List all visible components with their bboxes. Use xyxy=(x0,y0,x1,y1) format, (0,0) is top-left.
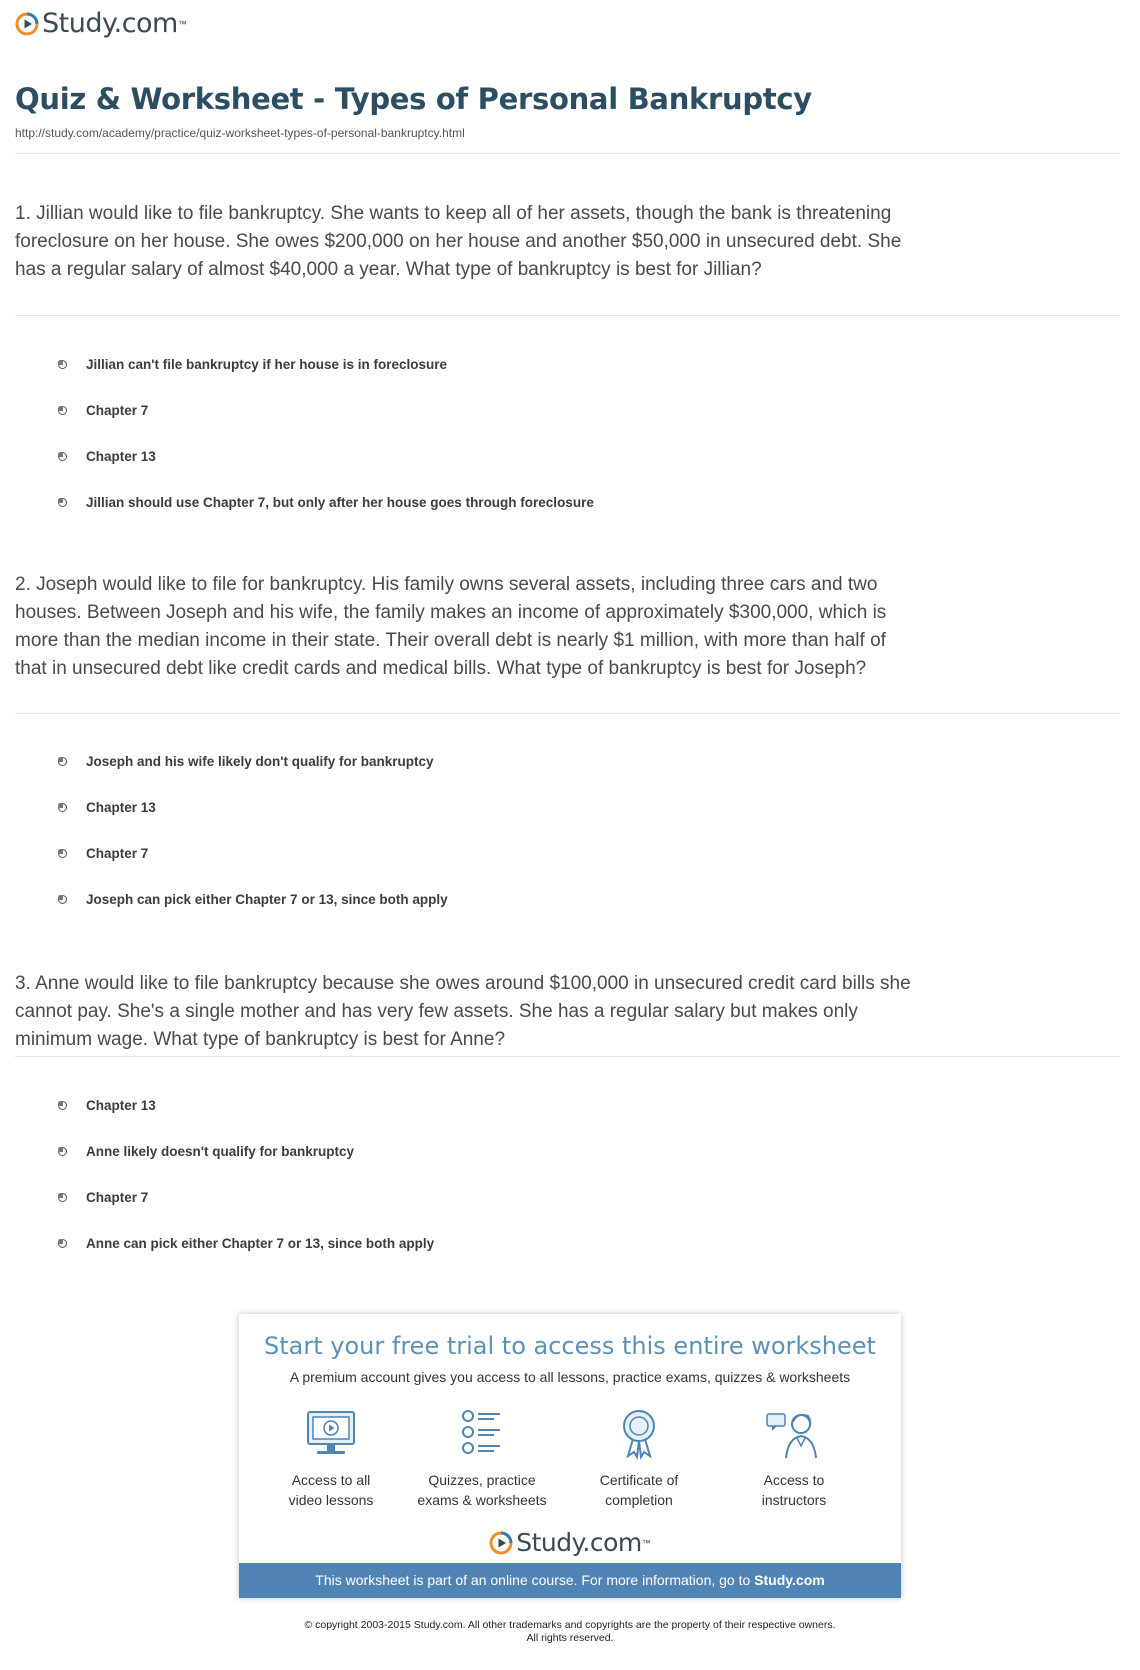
course-info-text: This worksheet is part of an online course. For more information, go to xyxy=(315,1572,755,1588)
answer-option[interactable] xyxy=(58,876,448,922)
feature-label: Access to all video lessons xyxy=(288,1472,374,1508)
divider xyxy=(15,315,1120,316)
divider xyxy=(15,153,1120,154)
answer-option[interactable] xyxy=(58,387,594,433)
logo-play-icon xyxy=(15,12,39,36)
answer-label: Joseph can pick either Chapter 7 or 13, since both apply xyxy=(86,891,448,907)
question-1-text: 1. Jillian would like to file bankruptcy. She wants to keep all of her assets, though the bank is threatening foreclosure on her house. She owes $200,000 on her house and another $50,000 in unsecured debt. She has a regular salary of almost $40,000 a year. What type of bankruptcy is best for Jillian? xyxy=(15,203,902,280)
answer-label: Chapter 7 xyxy=(86,402,149,418)
logo-text: Study.com xyxy=(42,8,178,39)
logo-trademark: ™ xyxy=(177,18,187,29)
feature-label: Access to instructors xyxy=(761,1472,827,1508)
answer-option[interactable] xyxy=(58,784,448,830)
answer-label: Chapter 7 xyxy=(86,845,149,861)
radio-button-icon[interactable] xyxy=(58,1193,67,1202)
copyright-line-2: All rights reserved. xyxy=(526,1632,614,1644)
answer-option[interactable] xyxy=(58,479,594,525)
divider xyxy=(15,713,1120,714)
certificate-icon xyxy=(611,1408,667,1460)
radio-button-icon[interactable] xyxy=(58,498,67,507)
question-2-text: 2. Joseph would like to file for bankruptcy. His family owns several assets, including three cars and two houses. Between Joseph and his wife, the family makes an income of approximately $300,000, which is more than the median income in their state. Their overall debt is nearly $1 million, with more than half of that in unsecured debt like credit cards and medical bills. What type of bankruptcy is best for Joseph? xyxy=(15,574,887,679)
radio-button-icon[interactable] xyxy=(58,895,67,904)
radio-button-icon[interactable] xyxy=(58,1147,67,1156)
answer-label: Chapter 13 xyxy=(86,799,156,815)
answer-option[interactable] xyxy=(58,433,594,479)
answer-option[interactable] xyxy=(58,1128,434,1174)
feature-label: Quizzes, practice exams & worksheets xyxy=(417,1472,547,1508)
promo-study-logo[interactable] xyxy=(239,1528,901,1557)
answer-option[interactable] xyxy=(58,738,448,784)
radio-button-icon[interactable] xyxy=(58,1239,67,1248)
radio-button-icon[interactable] xyxy=(58,406,67,415)
promo-title[interactable]: Start your free trial to access this entire worksheet xyxy=(264,1332,876,1360)
feature-quizzes xyxy=(407,1408,557,1510)
feature-label: Certificate of completion xyxy=(599,1472,679,1508)
answer-label: Anne likely doesn't qualify for bankruptcy xyxy=(86,1143,355,1159)
page-url[interactable]: http://study.com/academy/practice/quiz-worksheet-types-of-personal-bankruptcy.html xyxy=(15,126,465,140)
answer-option[interactable] xyxy=(58,1174,434,1220)
answer-label: Jillian should use Chapter 7, but only after her house goes through foreclosure xyxy=(86,494,594,510)
study-logo[interactable] xyxy=(15,8,187,39)
question-3-text: 3. Anne would like to file bankruptcy because she owes around $100,000 in unsecured credit card bills she cannot pay. She's a single mother and has very few assets. She has a regular salary but makes only minimum wage. What type of bankruptcy is best for Anne? xyxy=(15,973,911,1050)
answer-option[interactable] xyxy=(58,1220,434,1266)
instructor-icon xyxy=(764,1408,824,1460)
question-1-answers xyxy=(58,341,594,525)
answer-option[interactable] xyxy=(58,1082,434,1128)
study-link[interactable]: Study.com xyxy=(754,1572,825,1588)
feature-certificate xyxy=(564,1408,714,1510)
answer-option[interactable] xyxy=(58,830,448,876)
answer-label: Anne can pick either Chapter 7 or 13, since both apply xyxy=(86,1235,435,1251)
copyright-notice xyxy=(0,1619,1140,1645)
radio-button-icon[interactable] xyxy=(58,849,67,858)
question-2-answers xyxy=(58,738,448,922)
answer-label: Chapter 7 xyxy=(86,1189,149,1205)
page-title: Quiz & Worksheet - Types of Personal Bankruptcy xyxy=(15,82,812,116)
question-3-answers xyxy=(58,1082,434,1266)
answer-option[interactable] xyxy=(58,341,594,387)
course-info-bar[interactable] xyxy=(239,1563,901,1598)
feature-instructors xyxy=(719,1408,869,1510)
logo-trademark: ™ xyxy=(641,1537,651,1548)
answer-label: Chapter 13 xyxy=(86,448,156,464)
promo-subtitle: A premium account gives you access to all lessons, practice exams, quizzes & worksheets xyxy=(289,1369,851,1385)
copyright-line-1: © copyright 2003-2015 Study.com. All other trademarks and copyrights are the property of their respective owners. xyxy=(304,1619,836,1631)
logo-text: Study.com xyxy=(516,1528,642,1557)
radio-button-icon[interactable] xyxy=(58,360,67,369)
feature-video-lessons xyxy=(256,1408,406,1510)
radio-button-icon[interactable] xyxy=(58,452,67,461)
answer-label: Chapter 13 xyxy=(86,1097,156,1113)
logo-play-icon xyxy=(489,1531,513,1555)
radio-button-icon[interactable] xyxy=(58,1101,67,1110)
video-lesson-icon xyxy=(303,1408,359,1460)
quiz-list-icon xyxy=(454,1408,510,1460)
answer-label: Joseph and his wife likely don't qualify for bankruptcy xyxy=(86,753,434,769)
answer-label: Jillian can't file bankruptcy if her house is in foreclosure xyxy=(86,356,448,372)
free-trial-promo[interactable] xyxy=(239,1314,901,1598)
radio-button-icon[interactable] xyxy=(58,757,67,766)
radio-button-icon[interactable] xyxy=(58,803,67,812)
divider xyxy=(15,1056,1120,1057)
